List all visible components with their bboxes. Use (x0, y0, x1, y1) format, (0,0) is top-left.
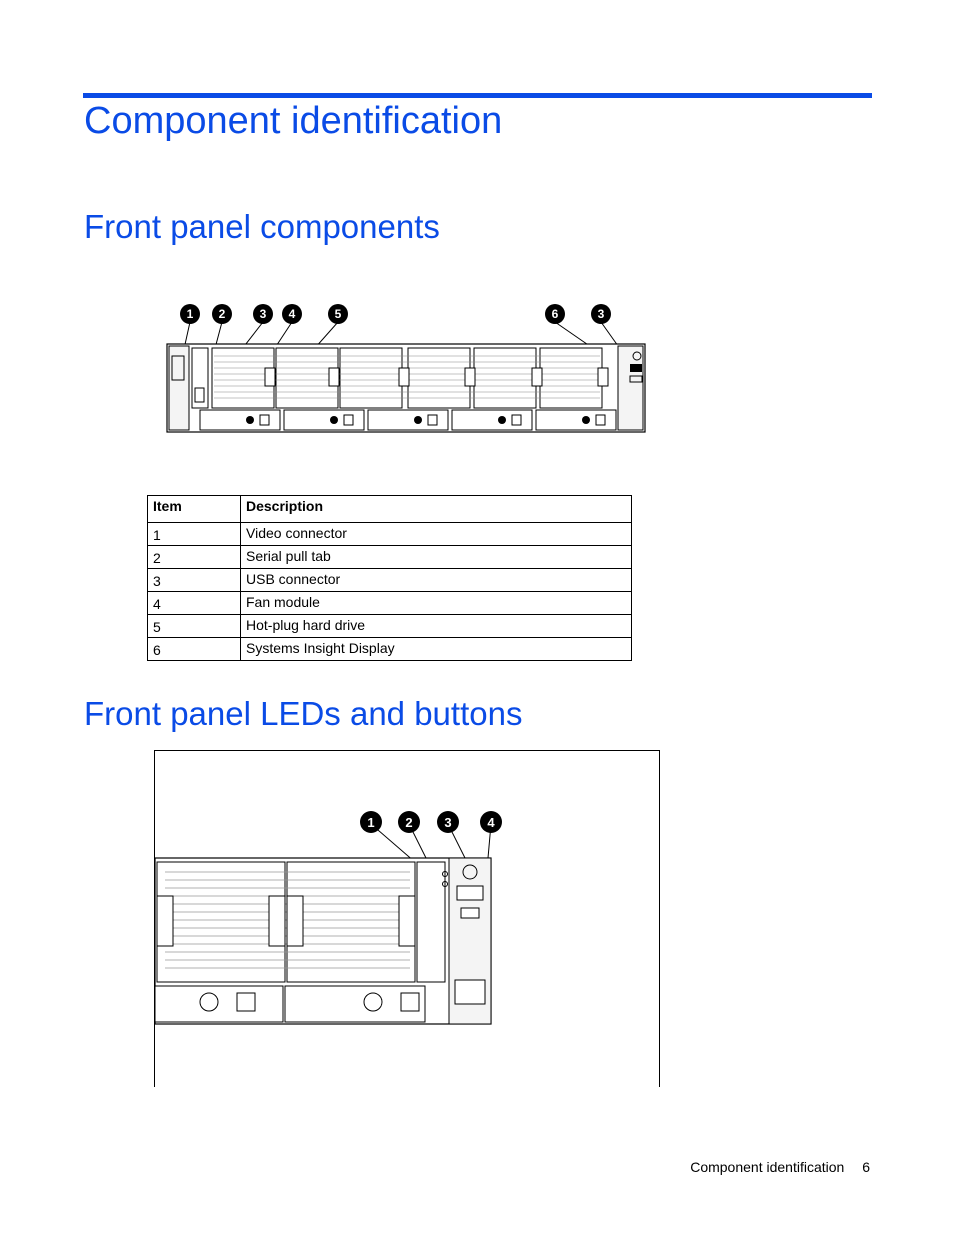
svg-text:4: 4 (487, 815, 495, 830)
table-row (148, 615, 632, 638)
svg-text:3: 3 (259, 307, 267, 321)
svg-text:3: 3 (444, 815, 452, 830)
svg-text:1: 1 (367, 815, 375, 830)
column-header-description: Description (241, 496, 632, 523)
page-footer (690, 1159, 870, 1175)
svg-text:2: 2 (218, 307, 226, 321)
item-cell: 2 (148, 546, 241, 569)
description-cell: Hot-plug hard drive (241, 615, 632, 638)
item-cell: 6 (148, 638, 241, 661)
section-heading-front-panel-leds: Front panel LEDs and buttons (84, 695, 523, 732)
svg-text:3: 3 (597, 307, 605, 321)
table-row (148, 638, 632, 661)
section-heading-front-panel-components: Front panel components (84, 208, 440, 245)
description-cell: Serial pull tab (241, 546, 632, 569)
table-row (148, 592, 632, 615)
table-row (148, 569, 632, 592)
callout-5 (328, 304, 348, 324)
item-cell: 5 (148, 615, 241, 638)
svg-text:5: 5 (334, 307, 342, 321)
item-cell: 1 (148, 523, 241, 546)
callout-4 (480, 811, 502, 833)
svg-text:6: 6 (551, 307, 559, 321)
callout-1 (180, 304, 200, 324)
page-number: 6 (862, 1159, 870, 1175)
table-header-row (148, 496, 632, 523)
callout-2 (212, 304, 232, 324)
callout-3 (437, 811, 459, 833)
svg-text:4: 4 (288, 307, 296, 321)
front-panel-leds-figure (155, 800, 505, 1030)
svg-text:1: 1 (186, 307, 194, 321)
page-title: Component identification (84, 100, 503, 142)
callout-2 (398, 811, 420, 833)
callout-4 (282, 304, 302, 324)
front-panel-components-figure (160, 298, 652, 438)
footer-section-title: Component identification (690, 1159, 845, 1175)
callout-3 (253, 304, 273, 324)
table-row (148, 523, 632, 546)
description-cell: USB connector (241, 569, 632, 592)
callout-1 (360, 811, 382, 833)
callout-3b (591, 304, 611, 324)
title-rule (83, 93, 872, 98)
item-cell: 3 (148, 569, 241, 592)
table-row (148, 546, 632, 569)
callout-6 (545, 304, 565, 324)
svg-text:2: 2 (405, 815, 413, 830)
description-cell: Systems Insight Display (241, 638, 632, 661)
component-table (147, 495, 632, 661)
column-header-item: Item (148, 496, 241, 523)
description-cell: Video connector (241, 523, 632, 546)
item-cell: 4 (148, 592, 241, 615)
description-cell: Fan module (241, 592, 632, 615)
